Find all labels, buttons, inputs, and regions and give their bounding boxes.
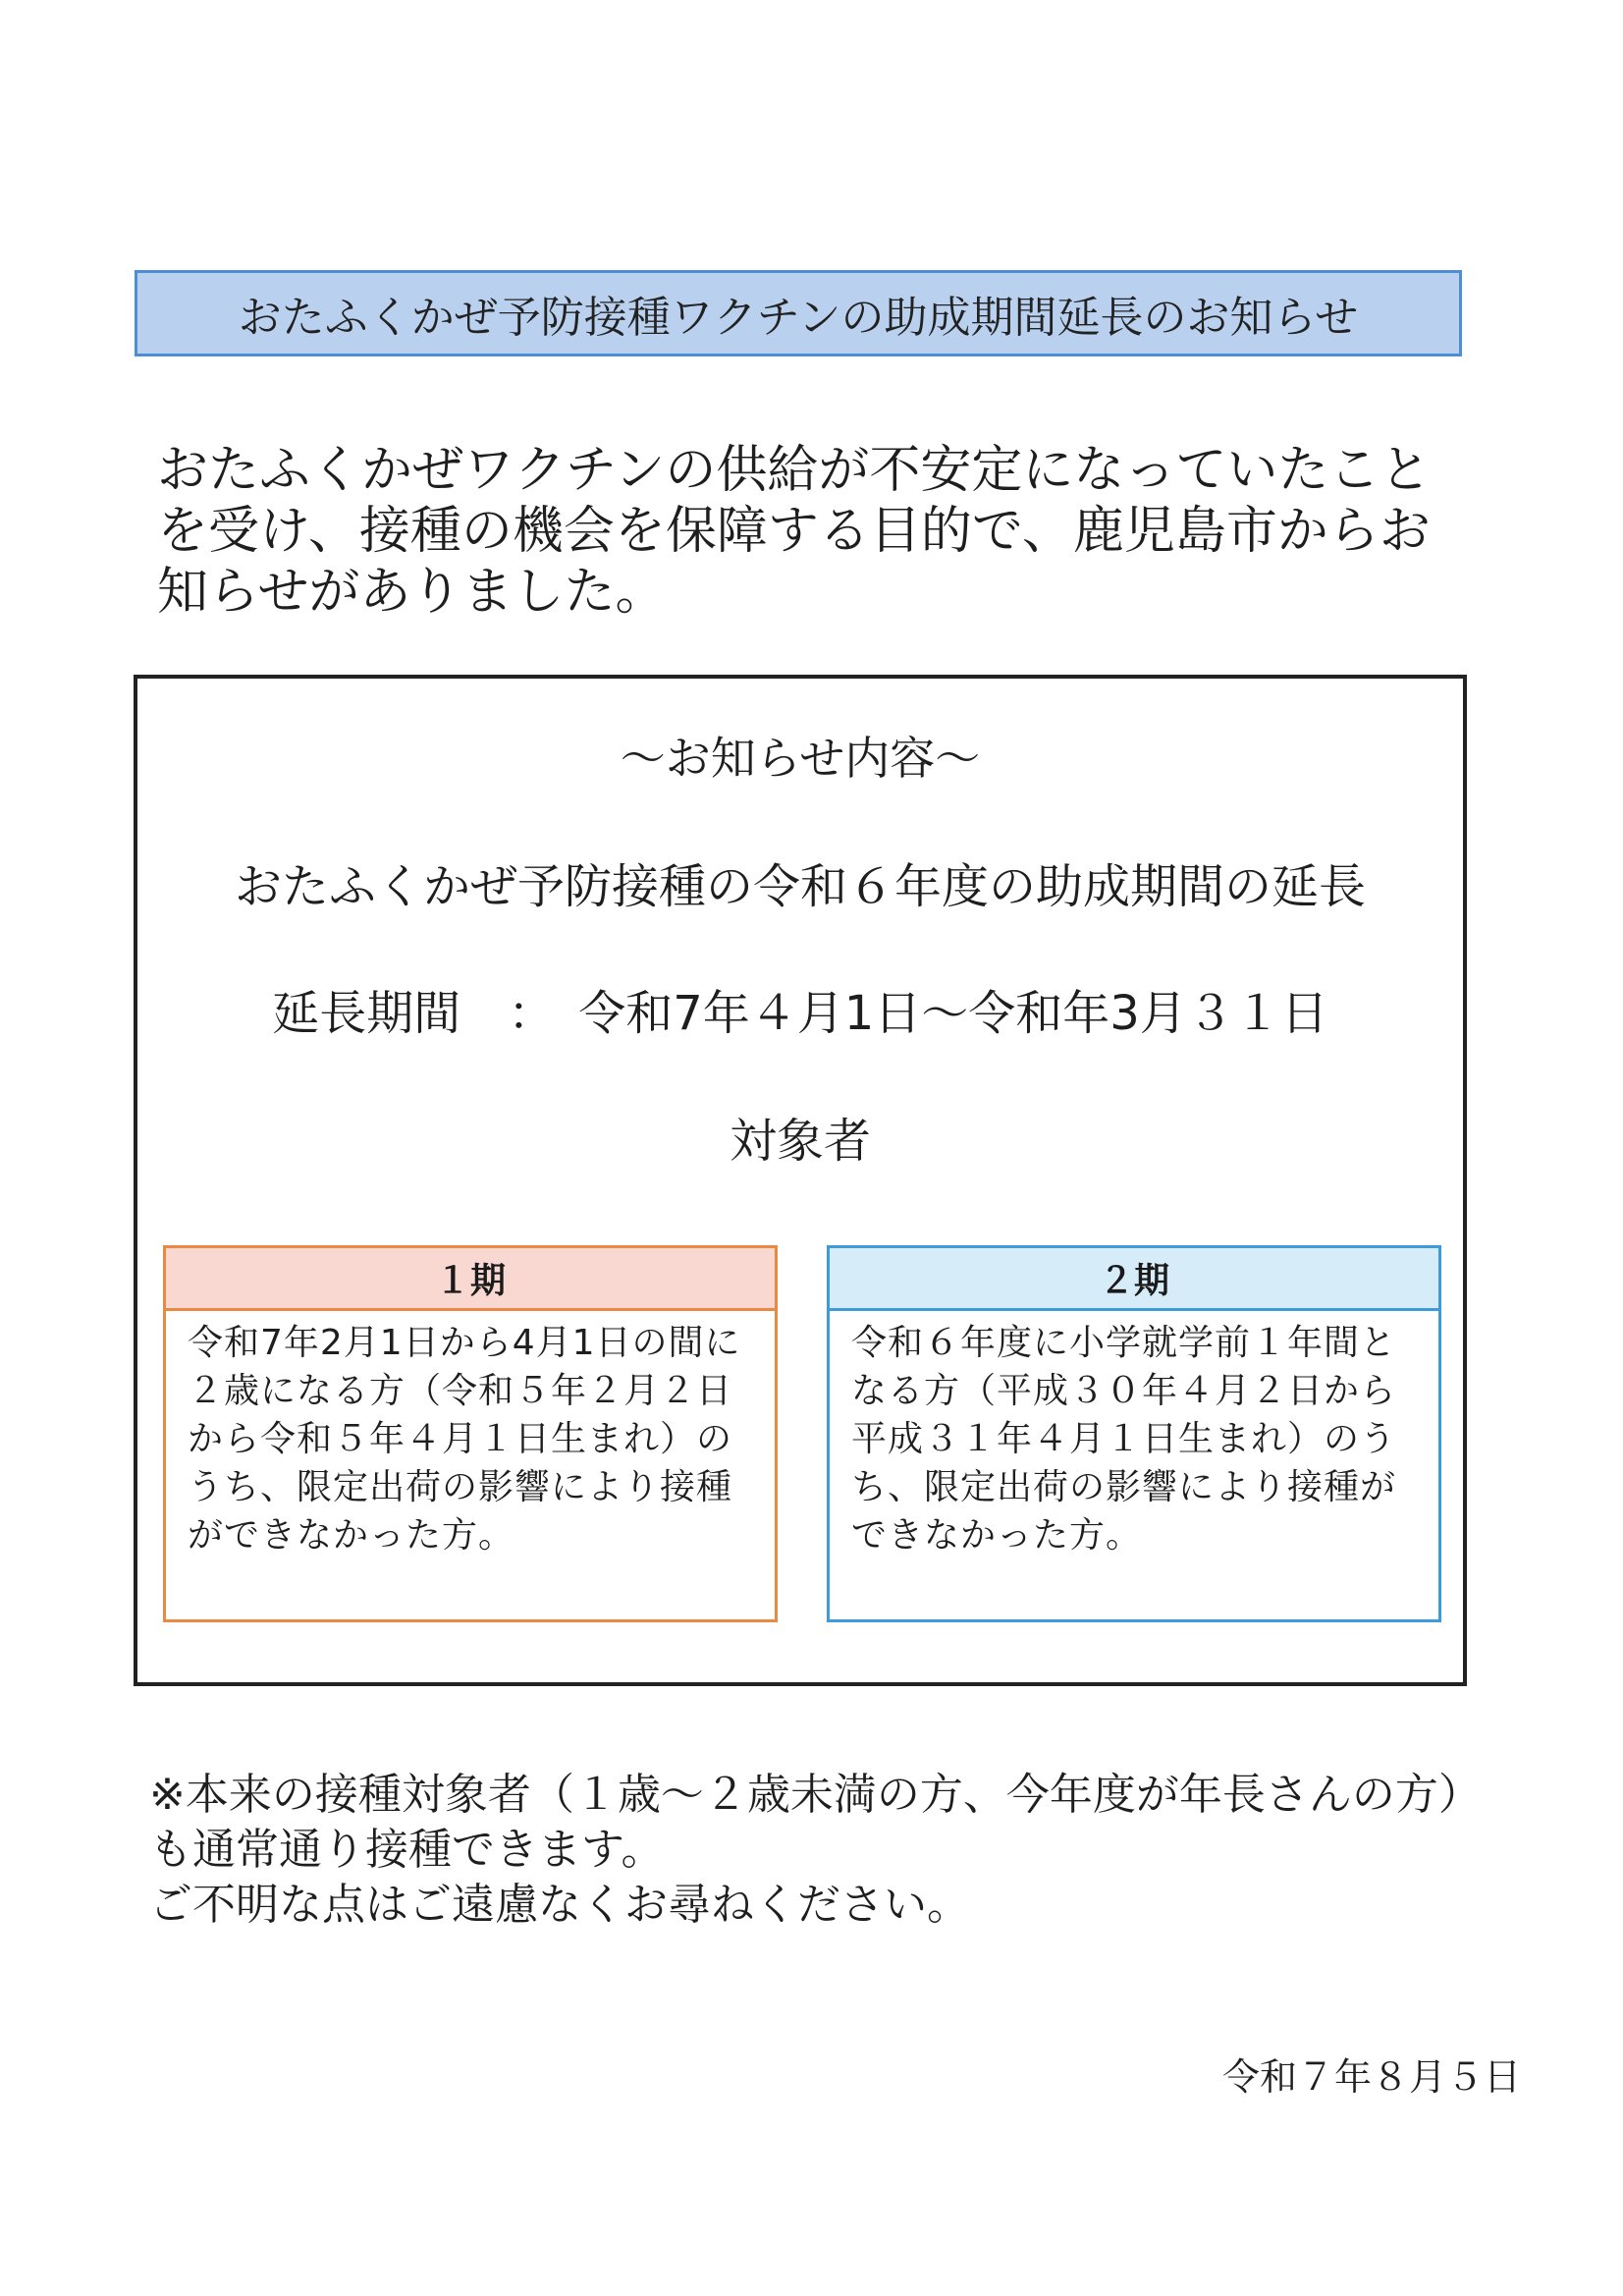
period-2-header: ２期 (830, 1248, 1438, 1311)
issue-date: 令和７年８月５日 (1221, 2055, 1521, 2099)
notice-subject: おたふくかぜ予防接種の令和６年度の助成期間の延長 (234, 859, 1366, 914)
period-1-card (163, 1245, 778, 1622)
notice-box (134, 675, 1467, 1686)
footer-inquiry: ご不明な点はご遠慮なくお尋ねください。 (149, 1880, 970, 1930)
period-2-text: 令和６年度に小学就学前１年間となる方（平成３０年４月２日から平成３１年４月１日生まれ）のうち、限定出荷の影響により接種ができなかった方。 (851, 1323, 1397, 1556)
extension-period: 延長期間 ： 令和7年４月1日～令和年3月３１日 (272, 986, 1328, 1041)
notice-heading: ～お知らせ内容～ (620, 732, 981, 785)
period-2-card (827, 1245, 1441, 1622)
footer-notes (149, 1768, 1504, 1933)
footer-note: ※本来の接種対象者（１歳～２歳未満の方、今年度が年長さんの方）も通常通り接種できます。 (149, 1770, 1482, 1875)
target-label: 対象者 (729, 1114, 871, 1169)
title-banner (135, 270, 1462, 356)
page-title: おたふくかぜ予防接種ワクチンの助成期間延長のお知らせ (238, 293, 1359, 343)
intro-paragraph: おたふくかぜワクチンの供給が不安定になっていたことを受け、接種の機会を保障する目的で、鹿児島市からお知らせがありました。 (157, 441, 1432, 622)
period-1-text: 令和7年2月1日から4月1日の間に２歳になる方（令和５年２月２日から令和５年４月１日生まれ）のうち、限定出荷の影響により接種ができなかった方。 (188, 1323, 741, 1556)
period-1-header: １期 (166, 1248, 775, 1311)
